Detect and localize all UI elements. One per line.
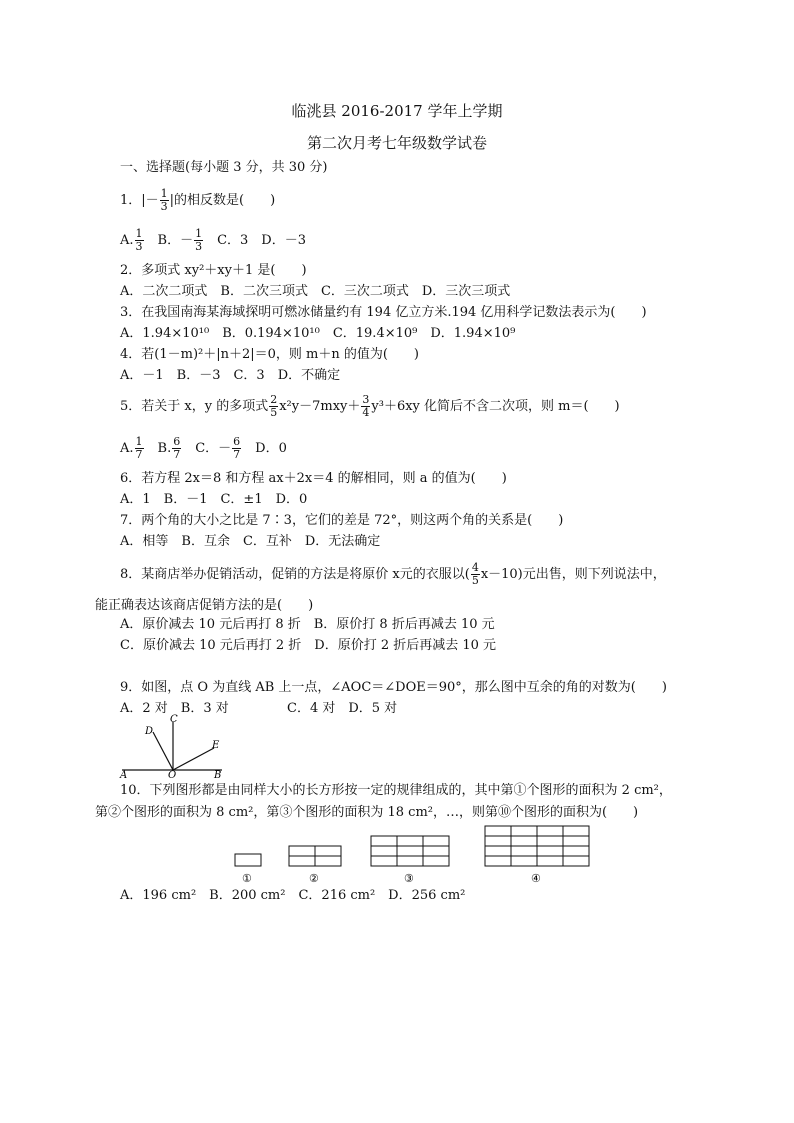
- fraction: $\frac{4}{5}$: [471, 561, 479, 587]
- question-5-options: A. $\frac{1}{7}$ B. $\frac{6}{7}$ C．－ $\frac{6}{7}$ D．0: [120, 435, 287, 461]
- question-10-line-1: 10．下列图形都是由同样大小的长方形按一定的规律组成的，其中第①个图形的面积为 2 cm²，: [120, 783, 672, 798]
- fraction: $\frac{2}{5}$: [270, 393, 278, 419]
- ray-oe: [173, 748, 214, 770]
- question-7: 7．两个角的大小之比是 7∶3，它们的差是 72°，则这两个角的关系是( ): [120, 513, 564, 528]
- question-2-options: A．二次二项式 B．二次三项式 C．三次二项式 D．三次三项式: [120, 284, 511, 299]
- question-9: 9．如图，点 O 为直线 AB 上一点，∠AOC＝∠DOE＝90°，那么图中互余的角的对数为( ): [120, 680, 667, 695]
- fraction: $\frac{6}{7}$: [233, 435, 241, 461]
- figure-label-2: ②: [309, 872, 319, 885]
- question-10-line-2: 第②个图形的面积为 8 cm²，第③个图形的面积为 18 cm²，…，则第⑩个图形的面积为( ): [95, 805, 639, 820]
- question-3-options: A．1.94×10¹⁰ B．0.194×10¹⁰ C．19.4×10⁹ D．1.94×10⁹: [120, 326, 516, 341]
- ray-od: [153, 732, 173, 770]
- figure-label-3: ③: [404, 872, 414, 885]
- fraction: $\frac{1}{7}$: [135, 435, 143, 461]
- question-8-options-ab: A．原价减去 10 元后再打 8 折 B．原价打 8 折后再减去 10 元: [120, 617, 495, 632]
- title-line-2: 第二次月考七年级数学试卷: [306, 134, 487, 152]
- label-d: D: [145, 726, 154, 737]
- question-6: 6．若方程 2x＝8 和方程 ax＋2x＝4 的解相同，则 a 的值为( ): [120, 471, 507, 486]
- fraction: $\frac{1}{3}$: [135, 227, 143, 253]
- label-b: B: [214, 770, 222, 781]
- question-7-options: A．相等 B．互余 C．互补 D．无法确定: [120, 534, 381, 549]
- question-8: 8．某商店举办促销活动，促销的方法是将原价 x元的衣服以( $\frac{4}{5}$ x－10)元出售，则下列说法中，: [120, 561, 666, 587]
- question-9-options-cd: C．4 对 D．5 对: [287, 701, 398, 716]
- question-10-options: A．196 cm² B．200 cm² C．216 cm² D．256 cm²: [120, 888, 466, 903]
- question-4: 4．若(1－m)²＋|n＋2|＝0，则 m＋n 的值为( ): [120, 347, 420, 362]
- title-line-1: 临洮县 2016-2017 学年上学期: [291, 102, 503, 120]
- fraction: $\frac{1}{3}$: [160, 187, 168, 213]
- question-9-options-ab: A．2 对 B．3 对: [120, 701, 229, 716]
- figure-2: [289, 846, 341, 866]
- label-e: E: [212, 740, 220, 751]
- figure-label-1: ①: [242, 872, 252, 885]
- question-6-options: A．1 B．－1 C．±1 D．0: [120, 492, 308, 507]
- fraction: $\frac{6}{7}$: [173, 435, 181, 461]
- label-a: A: [120, 770, 128, 781]
- question-5: 5．若关于 x，y 的多项式 $\frac{2}{5}$ x²y－7mxy＋ $\frac{3}{4}$ y³＋6xy 化简后不含二次项，则 m＝( ): [120, 393, 620, 419]
- question-3: 3．在我国南海某海域探明可燃冰储量约有 194 亿立方米.194 亿用科学记数法表示为( ): [120, 305, 647, 320]
- question-2: 2．多项式 xy²＋xy＋1 是( ): [120, 263, 307, 278]
- section-heading: 一、选择题(每小题 3 分，共 30 分): [120, 160, 328, 175]
- fraction: $\frac{3}{4}$: [362, 393, 370, 419]
- fraction: $\frac{1}{3}$: [195, 227, 203, 253]
- rectangle-pattern-figures: [225, 820, 605, 890]
- figure-1: [235, 854, 261, 866]
- question-8-options-cd: C．原价减去 10 元后再打 2 折 D．原价打 2 折后再减去 10 元: [120, 638, 497, 653]
- angle-diagram: [110, 712, 230, 782]
- question-4-options: A．－1 B．－3 C．3 D．不确定: [120, 368, 341, 383]
- question-1-options: A. $\frac{1}{3}$ B．－ $\frac{1}{3}$ C．3 D．－3: [120, 227, 307, 253]
- question-1: 1．|－ $\frac{1}{3}$ |的相反数是( ): [120, 187, 276, 213]
- figure-label-4: ④: [531, 872, 541, 885]
- label-o: O: [168, 770, 177, 781]
- label-c: C: [170, 714, 178, 725]
- figure-4: [485, 826, 589, 866]
- question-8-line-2: 能正确表达该商店促销方法的是( ): [95, 598, 314, 613]
- figure-3: [371, 836, 449, 866]
